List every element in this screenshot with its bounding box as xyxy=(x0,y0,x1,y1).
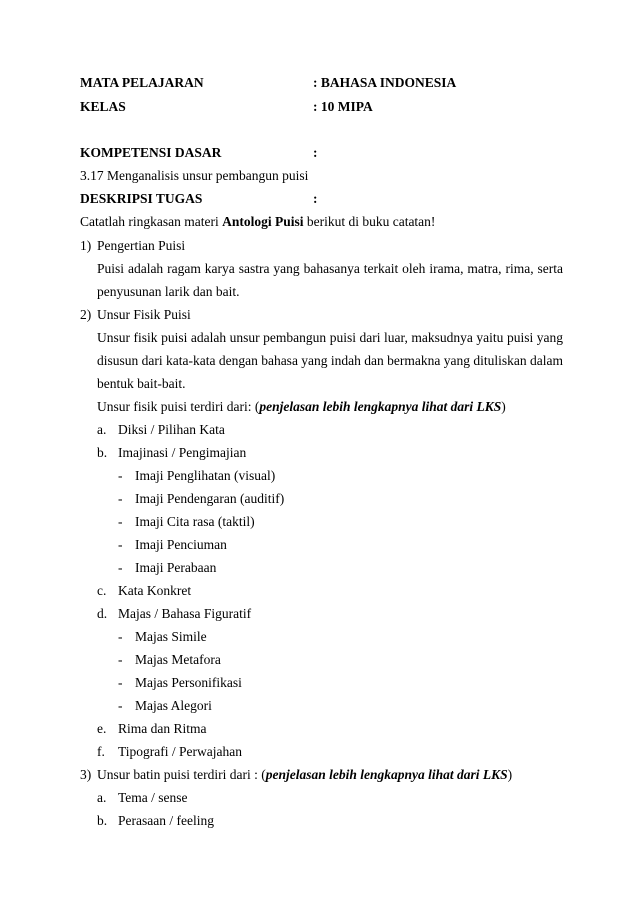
list-marker: - xyxy=(118,652,123,667)
list-marker: e. xyxy=(97,721,107,736)
list-item xyxy=(97,422,225,438)
list-item xyxy=(118,537,227,553)
tugas-intro-bold: Antologi Puisi xyxy=(222,214,304,229)
list-item-text: Rima dan Ritma xyxy=(118,721,207,736)
section-2-number: 2) xyxy=(80,307,92,322)
tugas-label: DESKRIPSI TUGAS xyxy=(80,191,203,206)
list-marker: - xyxy=(118,468,123,483)
list-item xyxy=(118,629,207,645)
section-1-title: Pengertian Puisi xyxy=(97,238,186,253)
section-3-title-a: Unsur batin puisi terdiri dari : ( xyxy=(97,767,266,782)
mapel-row xyxy=(80,75,457,91)
list-marker: - xyxy=(118,491,123,506)
list-marker: f. xyxy=(97,744,105,759)
list-marker: - xyxy=(118,675,123,690)
kd-text: 3.17 Menganalisis unsur pembangun puisi xyxy=(80,168,309,183)
section-2-line-2: disusun dari kata-kata dengan bahasa yang indah dan bermakna yang dituliskan dalam xyxy=(97,353,563,368)
list-marker: - xyxy=(118,560,123,575)
list-item xyxy=(118,698,212,714)
list-item-text: Majas Metafora xyxy=(135,652,221,667)
list-item-text: Majas Alegori xyxy=(135,698,212,713)
list-item xyxy=(118,491,285,507)
tugas-intro-a: Catatlah ringkasan materi xyxy=(80,214,223,229)
kd-row xyxy=(80,145,318,161)
list-item xyxy=(97,813,214,829)
tugas-row xyxy=(80,191,318,207)
list-marker: d. xyxy=(97,606,108,621)
kd-label: KOMPETENSI DASAR xyxy=(80,145,222,160)
list-item-text: Majas / Bahasa Figuratif xyxy=(118,606,252,621)
list-item-text: Kata Konkret xyxy=(118,583,192,598)
list-item xyxy=(97,721,207,737)
section-2-intro-note: penjelasan lebih lengkapnya lihat dari LKS xyxy=(259,399,502,414)
list-item xyxy=(97,744,242,760)
list-item xyxy=(118,514,255,530)
list-item-text: Tema / sense xyxy=(118,790,188,805)
section-2-line-1: Unsur fisik puisi adalah unsur pembangun puisi dari luar, maksudnya yaitu puisi yang xyxy=(97,330,563,345)
list-item xyxy=(118,468,276,484)
tugas-intro xyxy=(80,214,435,230)
kelas-value: : 10 MIPA xyxy=(313,99,373,114)
section-2-heading xyxy=(80,307,191,323)
kelas-label: KELAS xyxy=(80,99,126,114)
list-item-text: Imaji Penciuman xyxy=(135,537,227,552)
tugas-colon: : xyxy=(313,191,318,206)
section-1-line-2: penyusunan larik dan bait. xyxy=(97,284,240,299)
list-item xyxy=(97,606,252,622)
kelas-row xyxy=(80,99,373,115)
section-1-heading xyxy=(80,238,186,254)
list-marker: b. xyxy=(97,813,108,828)
list-marker: - xyxy=(118,629,123,644)
list-item-text: Imaji Perabaan xyxy=(135,560,217,575)
list-marker: c. xyxy=(97,583,107,598)
list-item-text: Majas Simile xyxy=(135,629,207,644)
list-marker: - xyxy=(118,514,123,529)
section-1-line-1: Puisi adalah ragam karya sastra yang bahasanya terkait oleh irama, matra, rima, serta xyxy=(97,261,563,276)
list-marker: - xyxy=(118,537,123,552)
section-2-title: Unsur Fisik Puisi xyxy=(97,307,191,322)
section-2-intro-c: ) xyxy=(501,399,506,414)
section-3-title-note: penjelasan lebih lengkapnya lihat dari LKS xyxy=(265,767,508,782)
list-marker: - xyxy=(118,698,123,713)
list-item-text: Diksi / Pilihan Kata xyxy=(118,422,225,437)
mapel-value: : BAHASA INDONESIA xyxy=(313,75,457,90)
list-item-text: Tipografi / Perwajahan xyxy=(118,744,242,759)
list-marker: a. xyxy=(97,422,107,437)
section-2-intro xyxy=(97,399,506,415)
list-marker: a. xyxy=(97,790,107,805)
list-item xyxy=(118,652,221,668)
list-item xyxy=(118,560,217,576)
list-item-text: Imaji Cita rasa (taktil) xyxy=(135,514,255,529)
list-item xyxy=(97,790,188,806)
section-2-line-3: bentuk bait-bait. xyxy=(97,376,186,391)
section-3-heading xyxy=(80,767,513,783)
mapel-label: MATA PELAJARAN xyxy=(80,75,204,90)
list-item xyxy=(118,675,242,691)
kd-colon: : xyxy=(313,145,318,160)
list-item xyxy=(97,445,247,461)
section-2-intro-a: Unsur fisik puisi terdiri dari: ( xyxy=(97,399,260,414)
section-1-number: 1) xyxy=(80,238,92,253)
list-item-text: Majas Personifikasi xyxy=(135,675,242,690)
list-item xyxy=(97,583,192,599)
section-3-title-c: ) xyxy=(507,767,513,782)
list-item-text: Perasaan / feeling xyxy=(118,813,214,828)
list-item-text: Imajinasi / Pengimajian xyxy=(118,445,247,460)
list-item-text: Imaji Pendengaran (auditif) xyxy=(135,491,285,506)
tugas-intro-c: berikut di buku catatan! xyxy=(303,214,436,229)
list-marker: b. xyxy=(97,445,108,460)
section-3-title xyxy=(97,767,512,783)
list-item-text: Imaji Penglihatan (visual) xyxy=(135,468,276,483)
section-3-number: 3) xyxy=(80,767,92,782)
